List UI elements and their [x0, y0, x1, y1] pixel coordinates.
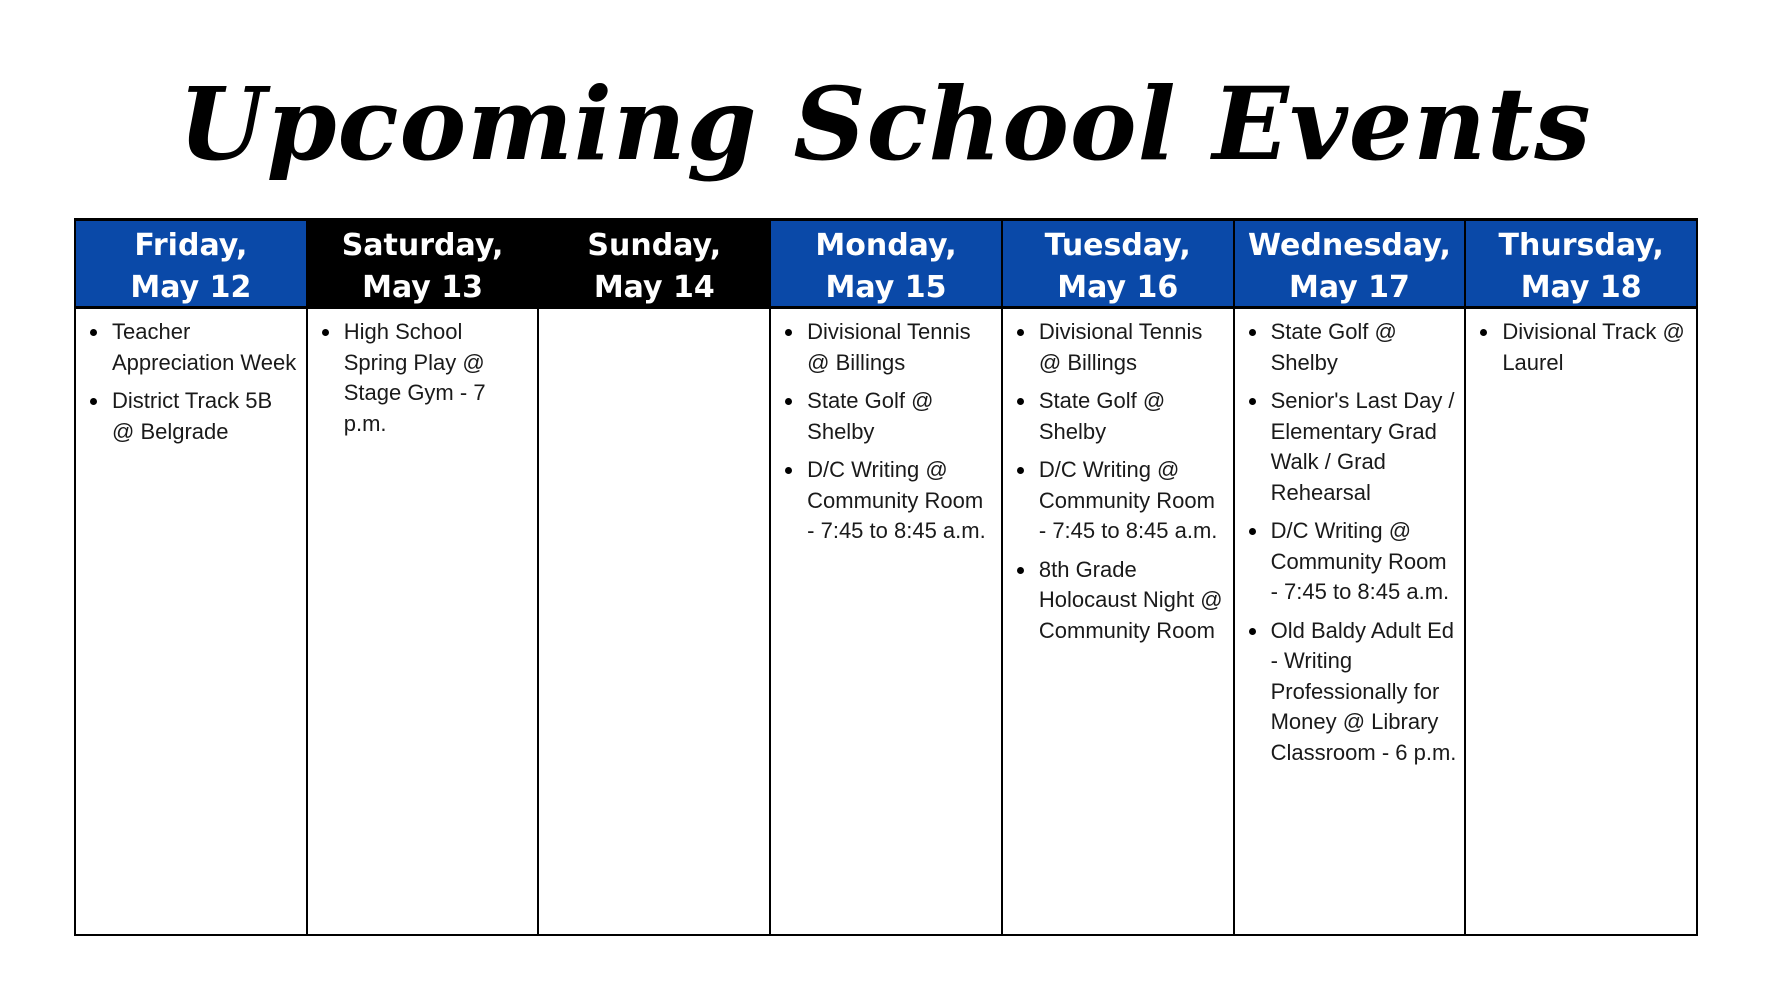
day-weekday: Saturday,	[341, 228, 504, 263]
day-weekday: Friday,	[134, 228, 248, 263]
event-item	[1241, 516, 1459, 608]
day-header	[771, 221, 1001, 309]
day-weekday: Tuesday,	[1044, 228, 1191, 263]
event-item	[82, 317, 300, 378]
bullet-icon	[1249, 628, 1256, 635]
day-events	[308, 309, 538, 934]
bullet-icon	[1017, 467, 1024, 474]
event-item	[1009, 386, 1227, 447]
event-item	[1009, 317, 1227, 378]
day-column	[74, 221, 306, 936]
day-weekday: Thursday,	[1498, 228, 1664, 263]
event-text: Divisional Tennis @ Billings	[807, 319, 971, 375]
event-item	[777, 455, 995, 547]
event-item	[82, 386, 300, 447]
day-date: May 17	[1288, 270, 1410, 305]
day-events	[76, 309, 306, 934]
bullet-icon	[785, 398, 792, 405]
event-item	[1009, 455, 1227, 547]
bullet-icon	[1017, 329, 1024, 336]
event-text: State Golf @ Shelby	[807, 388, 934, 444]
bullet-icon	[785, 467, 792, 474]
event-list	[1472, 317, 1690, 378]
event-text: Old Baldy Adult Ed - Writing Professionally for Money @ Library Classroom - 6 p.m.	[1270, 617, 1457, 765]
bullet-icon	[1249, 398, 1256, 405]
day-header	[539, 221, 769, 309]
bullet-icon	[1249, 329, 1256, 336]
event-text: Divisional Tennis @ Billings	[1038, 319, 1203, 375]
day-date: May 14	[593, 270, 715, 305]
event-text: State Golf @ Shelby	[1038, 388, 1166, 444]
day-date: May 16	[1057, 270, 1179, 305]
day-events	[1466, 309, 1696, 934]
bullet-icon	[1017, 398, 1024, 405]
bullet-icon	[785, 329, 792, 336]
event-text: D/C Writing @ Community Room - 7:45 to 8:45 a.m.	[807, 457, 986, 543]
day-column	[1233, 221, 1465, 936]
day-weekday: Sunday,	[587, 228, 722, 263]
day-date: May 15	[825, 270, 947, 305]
event-text: District Track 5B @ Belgrade	[112, 388, 273, 444]
day-events	[1003, 309, 1233, 934]
event-list	[82, 317, 300, 447]
day-column	[769, 221, 1001, 936]
event-list	[1241, 317, 1459, 768]
day-column	[1464, 221, 1698, 936]
day-header	[1003, 221, 1233, 309]
event-item	[1241, 317, 1459, 378]
day-header	[1466, 221, 1696, 309]
bullet-icon	[1249, 528, 1256, 535]
day-column	[306, 221, 538, 936]
event-item	[1472, 317, 1690, 378]
day-weekday: Monday,	[815, 228, 957, 263]
day-events	[1235, 309, 1465, 934]
bullet-icon	[1480, 329, 1487, 336]
bullet-icon	[90, 329, 97, 336]
event-text: Divisional Track @ Laurel	[1502, 319, 1685, 375]
day-date: May 12	[130, 270, 252, 305]
event-list	[777, 317, 995, 547]
day-column	[1001, 221, 1233, 936]
event-item	[1241, 616, 1459, 769]
day-header	[1235, 221, 1465, 309]
event-item	[777, 317, 995, 378]
day-date: May 18	[1520, 270, 1642, 305]
bullet-icon	[322, 329, 329, 336]
event-text: High School Spring Play @ Stage Gym - 7 p.m.	[343, 319, 486, 436]
event-list	[1009, 317, 1227, 646]
event-item	[1009, 555, 1227, 647]
event-item	[777, 386, 995, 447]
day-events	[539, 309, 769, 934]
week-calendar	[74, 218, 1698, 936]
day-header	[308, 221, 538, 309]
event-text: D/C Writing @ Community Room - 7:45 to 8:45 a.m.	[1270, 518, 1450, 604]
bullet-icon	[90, 398, 97, 405]
day-events	[771, 309, 1001, 934]
event-text: D/C Writing @ Community Room - 7:45 to 8:45 a.m.	[1038, 457, 1218, 543]
bullet-icon	[1017, 567, 1024, 574]
event-text: State Golf @ Shelby	[1270, 319, 1397, 375]
event-list	[314, 317, 532, 439]
page-title: Upcoming School Events	[178, 65, 1592, 183]
day-header	[76, 221, 306, 309]
event-text: Senior's Last Day / Elementary Grad Walk / Grad Rehearsal	[1270, 388, 1455, 505]
day-date: May 13	[362, 270, 484, 305]
event-text: Teacher Appreciation Week	[112, 319, 297, 375]
event-text: 8th Grade Holocaust Night @ Community Room	[1038, 556, 1223, 643]
event-item	[1241, 386, 1459, 508]
event-item	[314, 317, 532, 439]
day-weekday: Wednesday,	[1248, 228, 1451, 263]
day-column	[537, 221, 769, 936]
